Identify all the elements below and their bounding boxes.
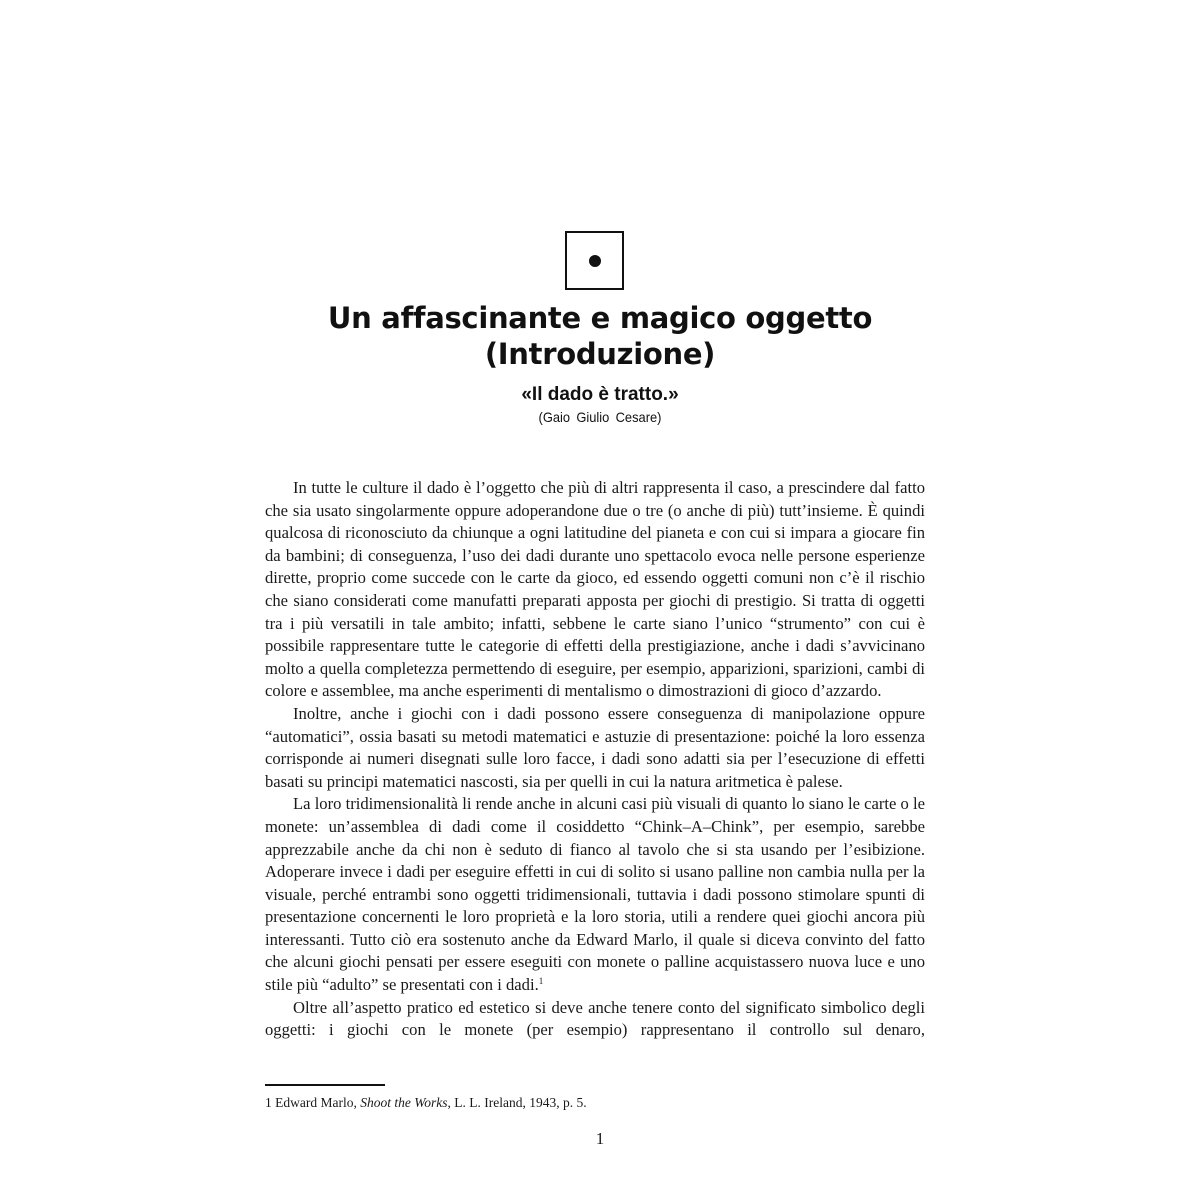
chapter-title-line-1: Un affascinante e magico oggetto: [327, 301, 873, 335]
footnote-reference[interactable]: 1: [538, 976, 544, 987]
chapter-title: [200, 300, 1000, 372]
footnote-author: Edward Marlo,: [275, 1095, 357, 1110]
die-pip: [589, 255, 601, 267]
paragraph-1: In tutte le culture il dado è l’oggetto che più di altri rappresenta il caso, a prescindere dal fatto che sia usato singolarmente oppure adoperandone due o tre (o anche di più) tutt’insieme. È quindi qualcosa di riconosciuto da chiunque a ogni latitudine del pianeta e con cui si impara a giocare fin da bambini; di conseguenza, l’uso dei dadi durante uno spettacolo evoca nelle persone esperienze dirette, proprio come succede con le carte da gioco, ed essendo oggetti comuni non c’è il rischio che siano considerati come manufatti preparati apposta per giochi di prestigio. Si tratta di oggetti tra i più versatili in tale ambito; infatti, sebbene le carte siano l’unico “strumento” con cui è possibile rappresentare tutte le categorie di effetti della prestigiazione, anche i dadi s’avvicinano molto a quella completezza permettendo di eseguire, per esempio, apparizioni, sparizioni, cambi di colore e assemblee, ma anche esperimenti di mentalismo o dimostrazioni di gioco d’azzardo.: [265, 478, 925, 701]
footnote-work-title: Shoot the Works: [360, 1095, 448, 1110]
epigraph-quote: «Il dado è tratto.»: [521, 384, 679, 405]
body-text: [265, 477, 925, 1042]
die-one-pip-icon: [565, 231, 624, 290]
paragraph-3-text: La loro tridimensionalità li rende anche in alcuni casi più visuali di quanto lo siano le carte o le monete: un’assemblea di dadi come il cosiddetto “Chink–A–Chink”, per esempio, sarebbe apprezzabile anche da chi non è seduto di fianco al tavolo che si sta usando per l’esibizione. Adoperare invece i dadi per eseguire effetti in cui di solito si usano palline non cambia nulla per la visuale, perché entrambi sono oggetti tridimensionali, tuttavia i dadi possono stimolare spunti di presentazione concernenti le loro proprietà e la loro storia, utili a rendere quei giochi ancora più interessanti. Tutto ciò era sostenuto anche da Edward Marlo, il quale si diceva convinto del fatto che alcuni giochi pensati per essere eseguiti con monete o palline acquistassero nuova luce e uno stile più “adulto” se presentati con i dadi.: [265, 794, 925, 995]
paragraph-2: Inoltre, anche i giochi con i dadi possono essere conseguenza di manipolazione oppure “automatici”, ossia basati su metodi matematici e astuzie di presentazione: poiché la loro essenza corrisponde ai numeri disegnati sulle loro facce, i dadi sono adatti sia per l’esecuzione di effetti basati su principi matematici nascosti, sia per quelli in cui la natura aritmetica è palese.: [265, 703, 925, 791]
page-number: 1: [595, 1129, 605, 1148]
epigraph-author: (Gaio Giulio Cesare): [538, 409, 662, 425]
footnote-details: , L. L. Ireland, 1943, p. 5.: [447, 1095, 587, 1110]
footnote: [265, 1094, 925, 1111]
footnote-number: 1: [265, 1095, 272, 1110]
paragraph-3: [265, 793, 925, 996]
footnote-divider: [265, 1084, 385, 1086]
paragraph-4: Oltre all’aspetto pratico ed estetico si deve anche tenere conto del significato simbolico degli oggetti: i giochi con le monete (per esempio) rappresentano il controllo sul denaro,: [265, 997, 925, 1040]
chapter-title-line-2: (Introduzione): [484, 337, 716, 371]
